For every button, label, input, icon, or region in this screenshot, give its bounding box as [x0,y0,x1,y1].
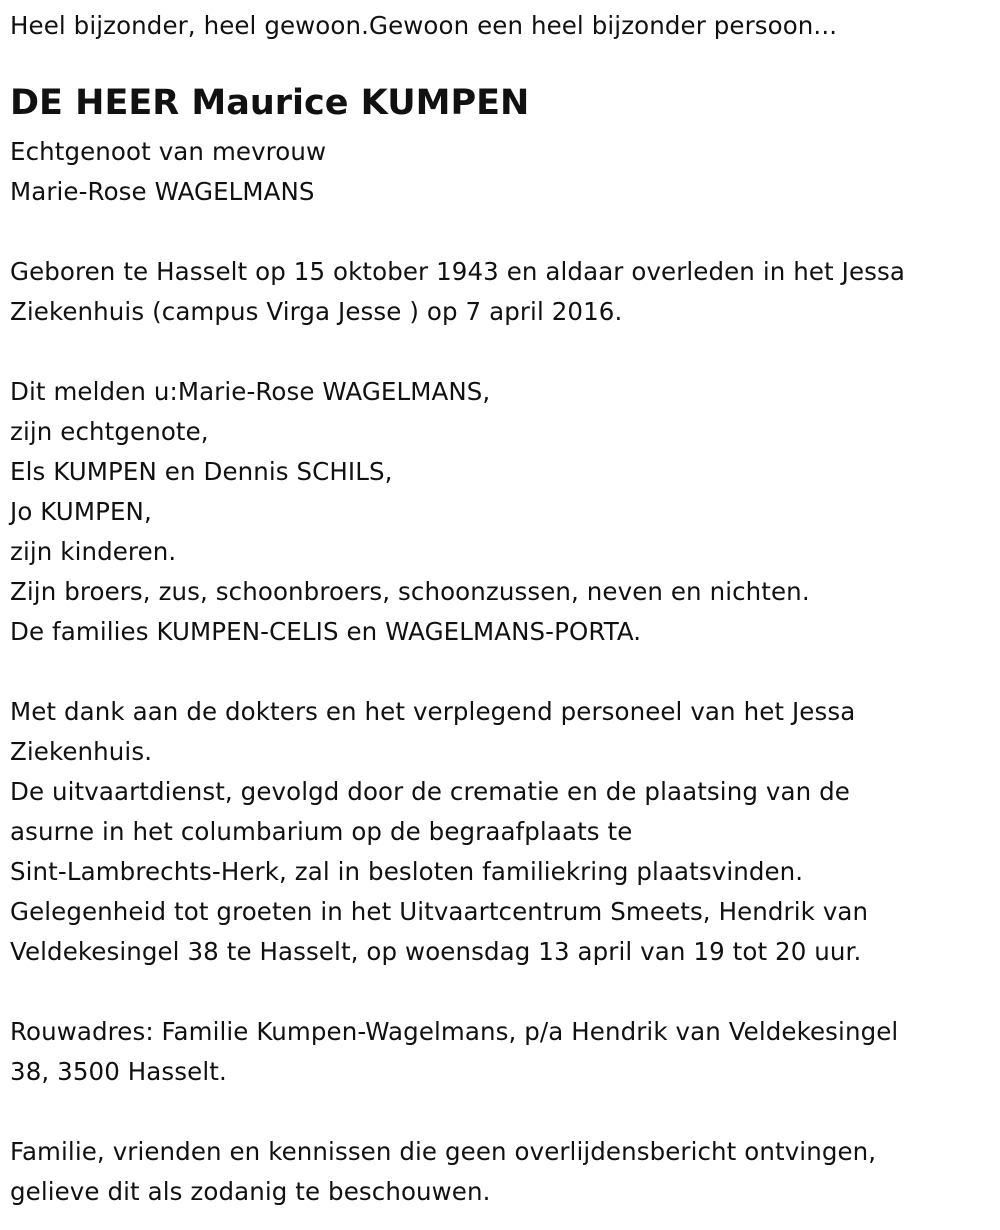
paragraph-spacer [10,652,990,692]
funeral-line: Ziekenhuis. [10,737,153,766]
announcers-block [10,372,990,652]
spouse-block [10,132,990,212]
announcer-line: zijn kinderen. [10,537,177,566]
announcer-line: Els KUMPEN en Dennis SCHILS, [10,457,393,486]
birth-line: Ziekenhuis (campus Virga Jesse ) op 7 april 2016. [10,297,623,326]
announcer-line: Zijn broers, zus, schoonbroers, schoonzussen, neven en nichten. [10,577,810,606]
closing-line: Familie, vrienden en kennissen die geen overlijdensbericht ontvingen, [10,1137,877,1166]
closing-line: gelieve dit als zodanig te beschouwen. [10,1177,491,1206]
funeral-line: Sint-Lambrechts-Herk, zal in besloten familiekring plaatsvinden. [10,857,804,886]
funeral-block [10,692,990,972]
closing-block [10,1132,990,1212]
spouse-line: Echtgenoot van mevrouw [10,137,327,166]
funeral-line: Met dank aan de dokters en het verplegend personeel van het Jessa [10,697,856,726]
paragraph-spacer [10,972,990,1012]
funeral-line: Gelegenheid tot groeten in het Uitvaartcentrum Smeets, Hendrik van [10,897,869,926]
announcer-line: zijn echtgenote, [10,417,209,446]
birth-line: Geboren te Hasselt op 15 oktober 1943 en aldaar overleden in het Jessa [10,257,905,286]
address-line: 38, 3500 Hasselt. [10,1057,227,1086]
paragraph-spacer [10,212,990,252]
spouse-line: Marie-Rose WAGELMANS [10,177,315,206]
announcer-line: Jo KUMPEN, [10,497,152,526]
paragraph-spacer [10,1092,990,1132]
paragraph-spacer [10,332,990,372]
obituary-document [10,6,990,1212]
deceased-title: DE HEER Maurice KUMPEN [10,83,530,123]
announcer-line: Dit melden u:Marie-Rose WAGELMANS, [10,377,491,406]
announcer-line: De families KUMPEN-CELIS en WAGELMANS-PORTA. [10,617,642,646]
address-block [10,1012,990,1092]
address-line: Rouwadres: Familie Kumpen-Wagelmans, p/a Hendrik van Veldekesingel [10,1017,899,1046]
funeral-line: Veldekesingel 38 te Hasselt, op woensdag 13 april van 19 tot 20 uur. [10,937,862,966]
intro-line: Heel bijzonder, heel gewoon.Gewoon een heel bijzonder persoon... [10,11,838,40]
birth-block [10,252,990,332]
funeral-line: De uitvaartdienst, gevolgd door de crematie en de plaatsing van de [10,777,850,806]
funeral-line: asurne in het columbarium op de begraafplaats te [10,817,633,846]
